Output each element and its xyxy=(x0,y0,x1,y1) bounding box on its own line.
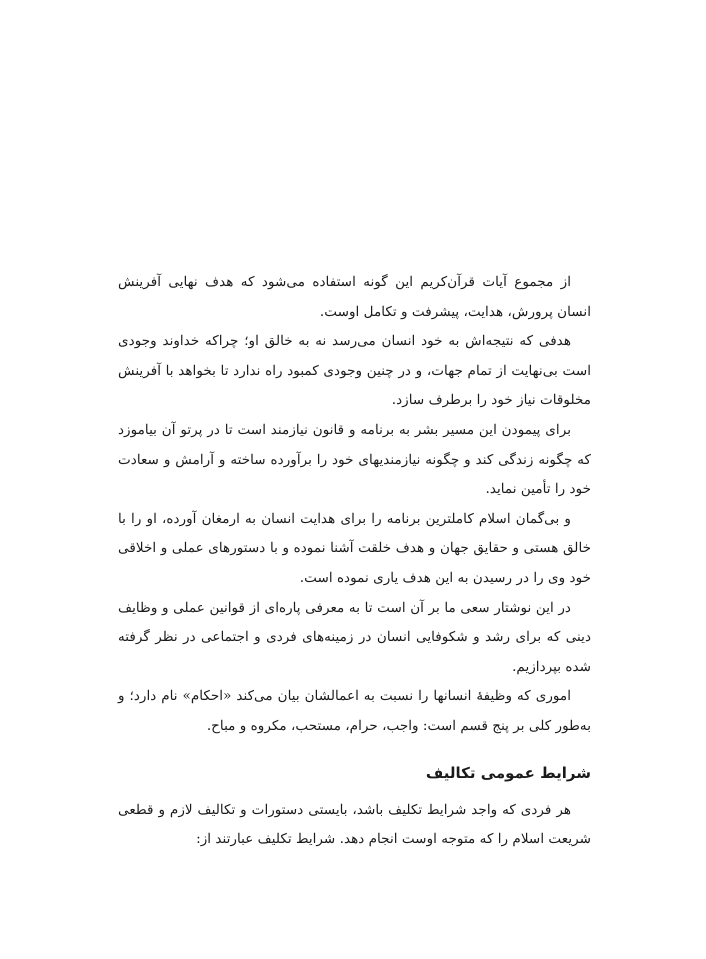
paragraph-3: برای پیمودن این مسیر بشر به برنامه و قانون نیازمند است تا در پرتو آن بیاموزد که چگونه زندگی کند و چگونه نیازمندیهای خود را برآورده ساخته و آرامش و سعادت خود را تأمین نماید. xyxy=(118,421,591,498)
page-text-block xyxy=(118,268,591,855)
paragraph-5: در این نوشتار سعی ما بر آن است تا به معرفی پاره‌ای از قوانین عملی و وظایف دینی که برای رشد و شکوفایی انسان در زمینه‌های فردی و اجتماعی در نظر گرفته شده بپردازیم. xyxy=(118,599,591,675)
paragraph-1: از مجموع آیات قرآن‌کریم این گونه استفاده می‌شود که هدف نهایی آفرینش انسان پرورش، هدایت، پیشرفت و تکامل اوست. xyxy=(118,274,591,320)
paragraph-6: اموری که وظیفهٔ انسانها را نسبت به اعمالشان بیان می‌کند «احکام» نام دارد؛ و به‌طور کلی بر پنج قسم است: واجب، حرام، مستحب، مکروه و مباح. xyxy=(118,688,591,734)
paragraph-2: هدفی که نتیجه‌اش به خود انسان می‌رسد نه به خالق او؛ چراکه خداوند وجودی است بی‌نهایت از تمام جهات، و در چنین وجودی کمبود راه ندارد تا بخواهد با آفرینش مخلوقات نیاز خود را برطرف سازد. xyxy=(118,333,591,409)
section-paragraph: هر فردی که واجد شرایط تکلیف باشد، بایستی دستورات و تکالیف لازم و قطعی شریعت اسلام را که متوجه اوست انجام دهد. شرایط تکلیف عبارتند از: xyxy=(118,801,591,848)
paragraph-4: و بی‌گمان اسلام کاملترین برنامه را برای هدایت انسان به ارمغان آورده، او را با خالق هستی و حقایق جهان و هدف خلقت آشنا نموده و با دستورهای عملی و اخلاقی خود وی را در رسیدن به این هدف یاری نموده است. xyxy=(118,510,591,586)
section-heading: شرایط عمومی تکالیف xyxy=(425,763,591,782)
